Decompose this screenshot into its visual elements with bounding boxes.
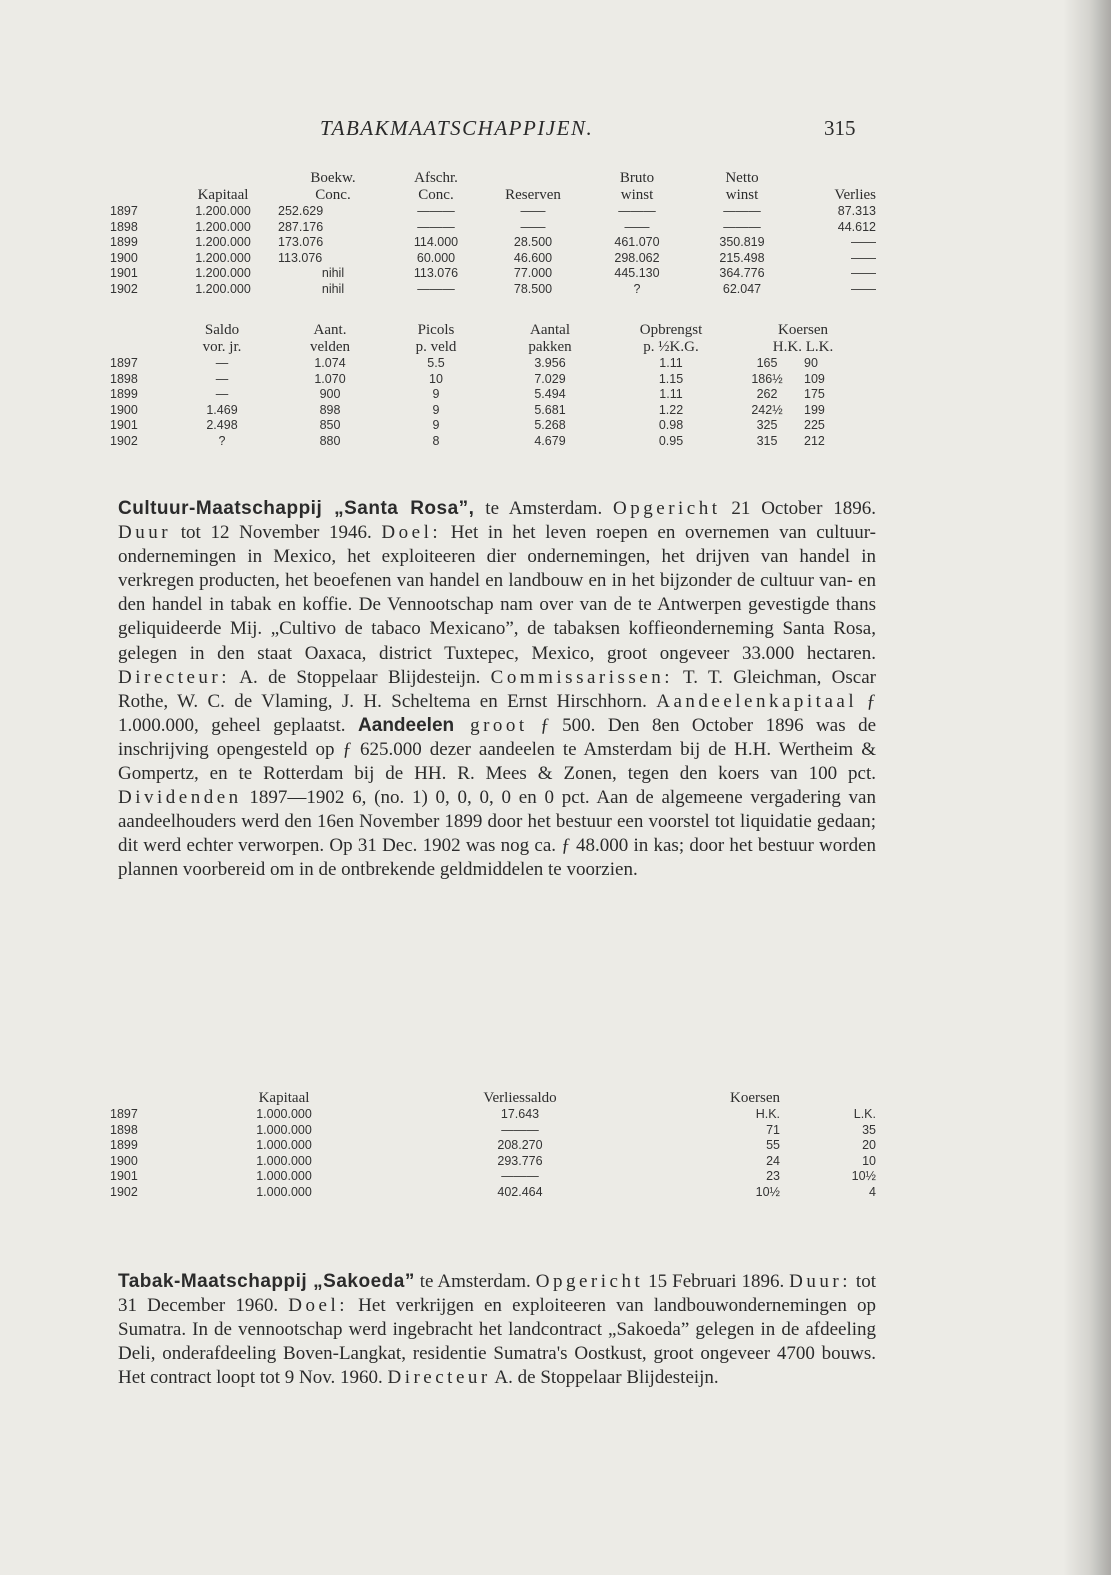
table-row: 1897 1.000.000 17.643 H.K. L.K. xyxy=(110,1107,876,1121)
table-row: 1897 1.200.000 252.629 ——— —— ——— ——— 87.313 xyxy=(110,204,876,218)
table-header-row: Saldo Aant. Picols Aantal Opbrengst Koersen xyxy=(204,322,828,338)
table-header-row: vor. jr. velden p. veld pakken p. ½K.G. H.K. L.K. xyxy=(202,339,834,355)
table-row: 1898 1.000.000 ——— 71 35 xyxy=(110,1122,876,1137)
running-header: TABAKMAATSCHAPPIJEN. xyxy=(320,116,594,140)
table-row: 1901 2.498 850 9 5.268 0.98 325 225 xyxy=(110,418,825,432)
table-row: 1898 — 1.070 10 7.029 1.15 186½ 109 xyxy=(110,371,825,386)
table-row: 1899 1.000.000 208.270 55 20 xyxy=(110,1138,876,1152)
company-name: Cultuur-Maatschappij „Santa Rosa”, xyxy=(118,498,475,519)
santa-rosa-entry xyxy=(118,497,876,883)
production-table xyxy=(110,322,876,449)
table-row: 1902 1.200.000 nihil ——— 78.500 ? 62.047 —— xyxy=(110,281,876,296)
table-header-row: Kapitaal Conc. Conc. Reserven winst winst Verlies xyxy=(197,187,876,203)
keyword-directeur: Directeur: xyxy=(118,666,231,688)
table-row: 1899 1.200.000 173.076 114.000 28.500 461.070 350.819 —— xyxy=(110,235,876,249)
keyword-dividenden: Dividenden xyxy=(118,787,242,809)
financial-table-1 xyxy=(110,170,876,297)
keyword-commissarissen: Commissarissen: xyxy=(490,666,674,688)
book-spine-shadow xyxy=(1063,0,1111,1575)
keyword-doel: Doel: xyxy=(381,522,442,544)
keyword-duur: Duur xyxy=(118,522,172,544)
keyword-aandeelen: Aandeelen xyxy=(358,714,455,736)
table-row: 1901 1.200.000 nihil 113.076 77.000 445.130 364.776 —— xyxy=(110,266,876,280)
page-number: 315 xyxy=(824,116,856,140)
table-row: 1900 1.200.000 113.076 60.000 46.600 298.062 215.498 —— xyxy=(110,250,876,265)
keyword-aandeelenkapitaal: Aandeelenkapitaal xyxy=(656,690,858,712)
keyword-groot: groot xyxy=(454,714,528,736)
keyword-doel: Doel: xyxy=(288,1295,349,1317)
sakoeda-entry xyxy=(118,1270,876,1390)
keyword-opgericht: Opgericht xyxy=(535,1271,644,1292)
table-row: 1901 1.000.000 ——— 23 10½ xyxy=(110,1169,876,1183)
keyword-opgericht: Opgericht xyxy=(613,498,721,519)
table-row: 1898 1.200.000 287.176 ——— —— —— ——— 44.612 xyxy=(110,219,876,234)
keyword-directeur: Directeur xyxy=(387,1367,491,1389)
table-row: 1899 — 900 9 5.494 1.11 262 175 xyxy=(110,387,825,401)
keyword-duur: Duur: xyxy=(789,1271,851,1292)
table-row: 1897 — 1.074 5.5 3.956 1.11 165 90 xyxy=(110,356,818,370)
table-row: 1900 1.000.000 293.776 24 10 xyxy=(110,1153,876,1168)
table-row: 1902 1.000.000 402.464 10½ 4 xyxy=(110,1184,876,1199)
table-header-row: Kapitaal Verliessaldo Koersen xyxy=(258,1090,780,1106)
sakoeda-paragraph: Tabak-Maatschappij „Sakoeda” te Amsterdam. Opgericht 15 Februari 1896. Duur: tot 31 December 1960. Doel: Het verkrijgen en exploiteeren van landbouwondernemingen op Sumatra. In de vennootschap werd ingebracht het landcontract „Sakoeda” gelegen in de afdeeling Deli, onderafdeeling Boven-Langkat, residentie Sumatra's Oostkust, groot ongeveer 4700 bouws. Het contract loopt tot 9 Nov. 1960. Directeur A. de Stoppelaar Blijdesteijn. xyxy=(118,1271,877,1389)
table-row: 1900 1.469 898 9 5.681 1.22 242½ 199 xyxy=(110,402,825,417)
table-row: 1902 ? 880 8 4.679 0.95 315 212 xyxy=(110,433,825,448)
table-header-row: Boekw. Afschr. Bruto Netto xyxy=(310,170,759,186)
company-name: Tabak-Maatschappij „Sakoeda” xyxy=(118,1271,415,1292)
financial-table-2 xyxy=(110,1090,876,1200)
santa-rosa-paragraph: Cultuur-Maatschappij „Santa Rosa”, te Amsterdam. Opgericht 21 October 1896. Duur tot 12 November 1946. Doel: Het in het leven roepen en overnemen van cultuur-ondernemingen in Mexico, het exploiteeren dier ondernemingen, het drijven van handel in verkregen producten, het beoefenen van handel en landbouw en in het bijzonder de cultuur van- en den handel in tabak en koffie. De Vennootschap nam over van de te Antwerpen gevestigde thans geliquideerde Mij. „Cultivo de tabaco Mexicano”, de tabaksen koffieonderneming Santa Rosa, gelegen in den staat Oaxaca, district Tuxtepec, Mexico, groot ongeveer 33.000 hectaren. Directeur: A. de Stoppelaar Blijdesteijn. Commissarissen: T. T. Gleichman, Oscar Rothe, W. C. de Vlaming, J. H. Scheltema en Ernst Hirschhorn. Aandeelenkapitaal ƒ 1.000.000, geheel geplaatst. Aandeelen groot ƒ 500. Den 8en October 1896 was de inschrijving opengesteld op ƒ 625.000 dezer aandeelen te Amsterdam bij de H.H. Wertheim & Gompertz, en te Rotterdam bij de HH. R. Mees & Zonen, tegen den koers van 100 pct. Dividenden 1897—1902 6, (no. 1) 0, 0, 0, 0 en 0 pct. Aan de algemeene vergadering van aandeelhouders werd den 16en November 1899 door het bestuur een voorstel tot liquidatie gedaan; dit werd echter verworpen. Op 31 Dec. 1902 was nog ca. ƒ 48.000 in kas; door het bestuur worden plannen voorbereid om in de ontbrekende geldmiddelen te voorzien. xyxy=(118,498,877,881)
